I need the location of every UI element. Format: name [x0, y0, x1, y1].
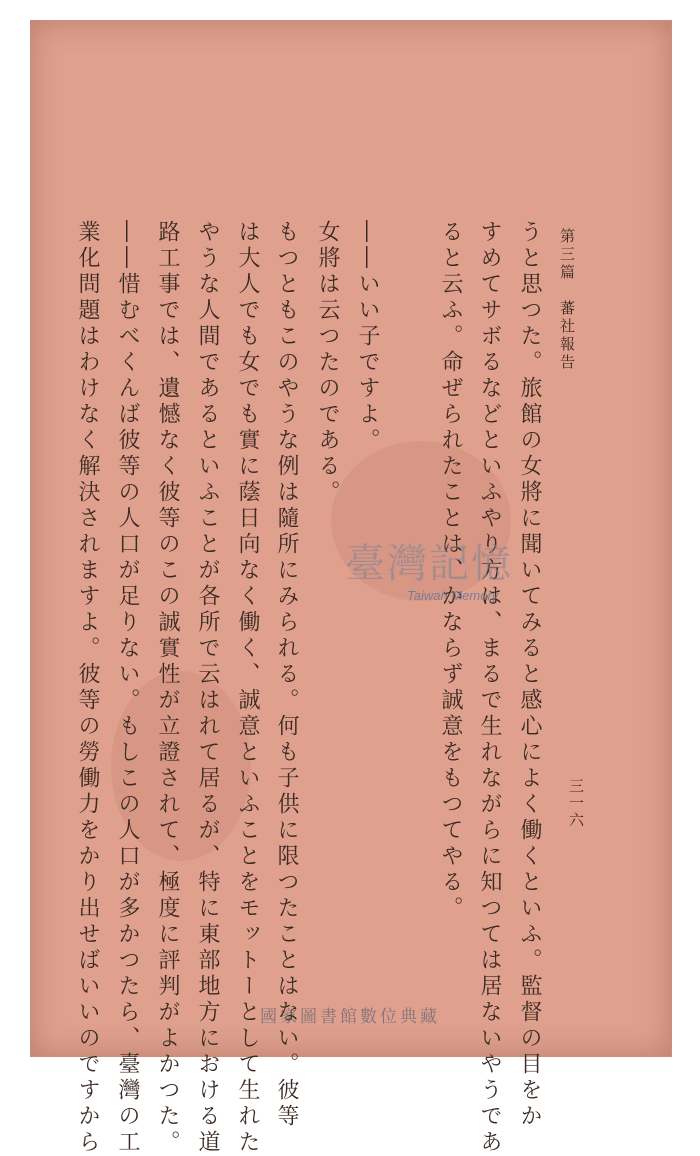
taiwan-memory-watermark [345, 532, 575, 612]
watermark-title: 臺灣記憶 [345, 541, 513, 587]
text-line: ――いい子ですよ。 [355, 220, 380, 454]
text-line: 女將は云つたのである。 [315, 220, 340, 506]
text-line: 路工事では、遺憾なく彼等のこの誠實性が立證されて、極度に評判がよかつた。 [155, 220, 180, 1156]
text-line: 業化問題はわけなく解決されますよ。彼等の勞働力をかり出せばいいのですから [75, 220, 100, 1156]
text-line: やうな人間であるといふことが各所で云はれて居るが、特に東部地方における道 [195, 220, 220, 1156]
running-header: 第三篇 蕃社報告 [558, 228, 576, 372]
text-line: もつともこのやうな例は隨所にみられる。何も子供に限つたことはない。彼等 [274, 220, 299, 1130]
text-line: すめてサボるなどといふやり方は、まるで生れながらに知つては居ないやうであ [477, 220, 502, 1156]
library-footer-watermark: 國家圖書館數位典藏 [260, 1007, 440, 1027]
text-line: ――惜むべくんば彼等の人口が足りない。もしこの人口が多かつたら、臺灣の工 [115, 220, 140, 1156]
text-line: ると云ふ。命ぜられたことは、かならず誠意をもつてやる。 [438, 220, 463, 922]
text-line: は大人でも女でも實に蔭日向なく働く、誠意といふことをモットーとして生れた [235, 220, 260, 1156]
text-line: うと思つた。旅館の女將に聞いてみると感心によく働くといふ。監督の目をか [517, 220, 542, 1130]
watermark-subtitle: Taiwan Memory [407, 588, 499, 603]
page-number: 三一六 [567, 778, 585, 829]
